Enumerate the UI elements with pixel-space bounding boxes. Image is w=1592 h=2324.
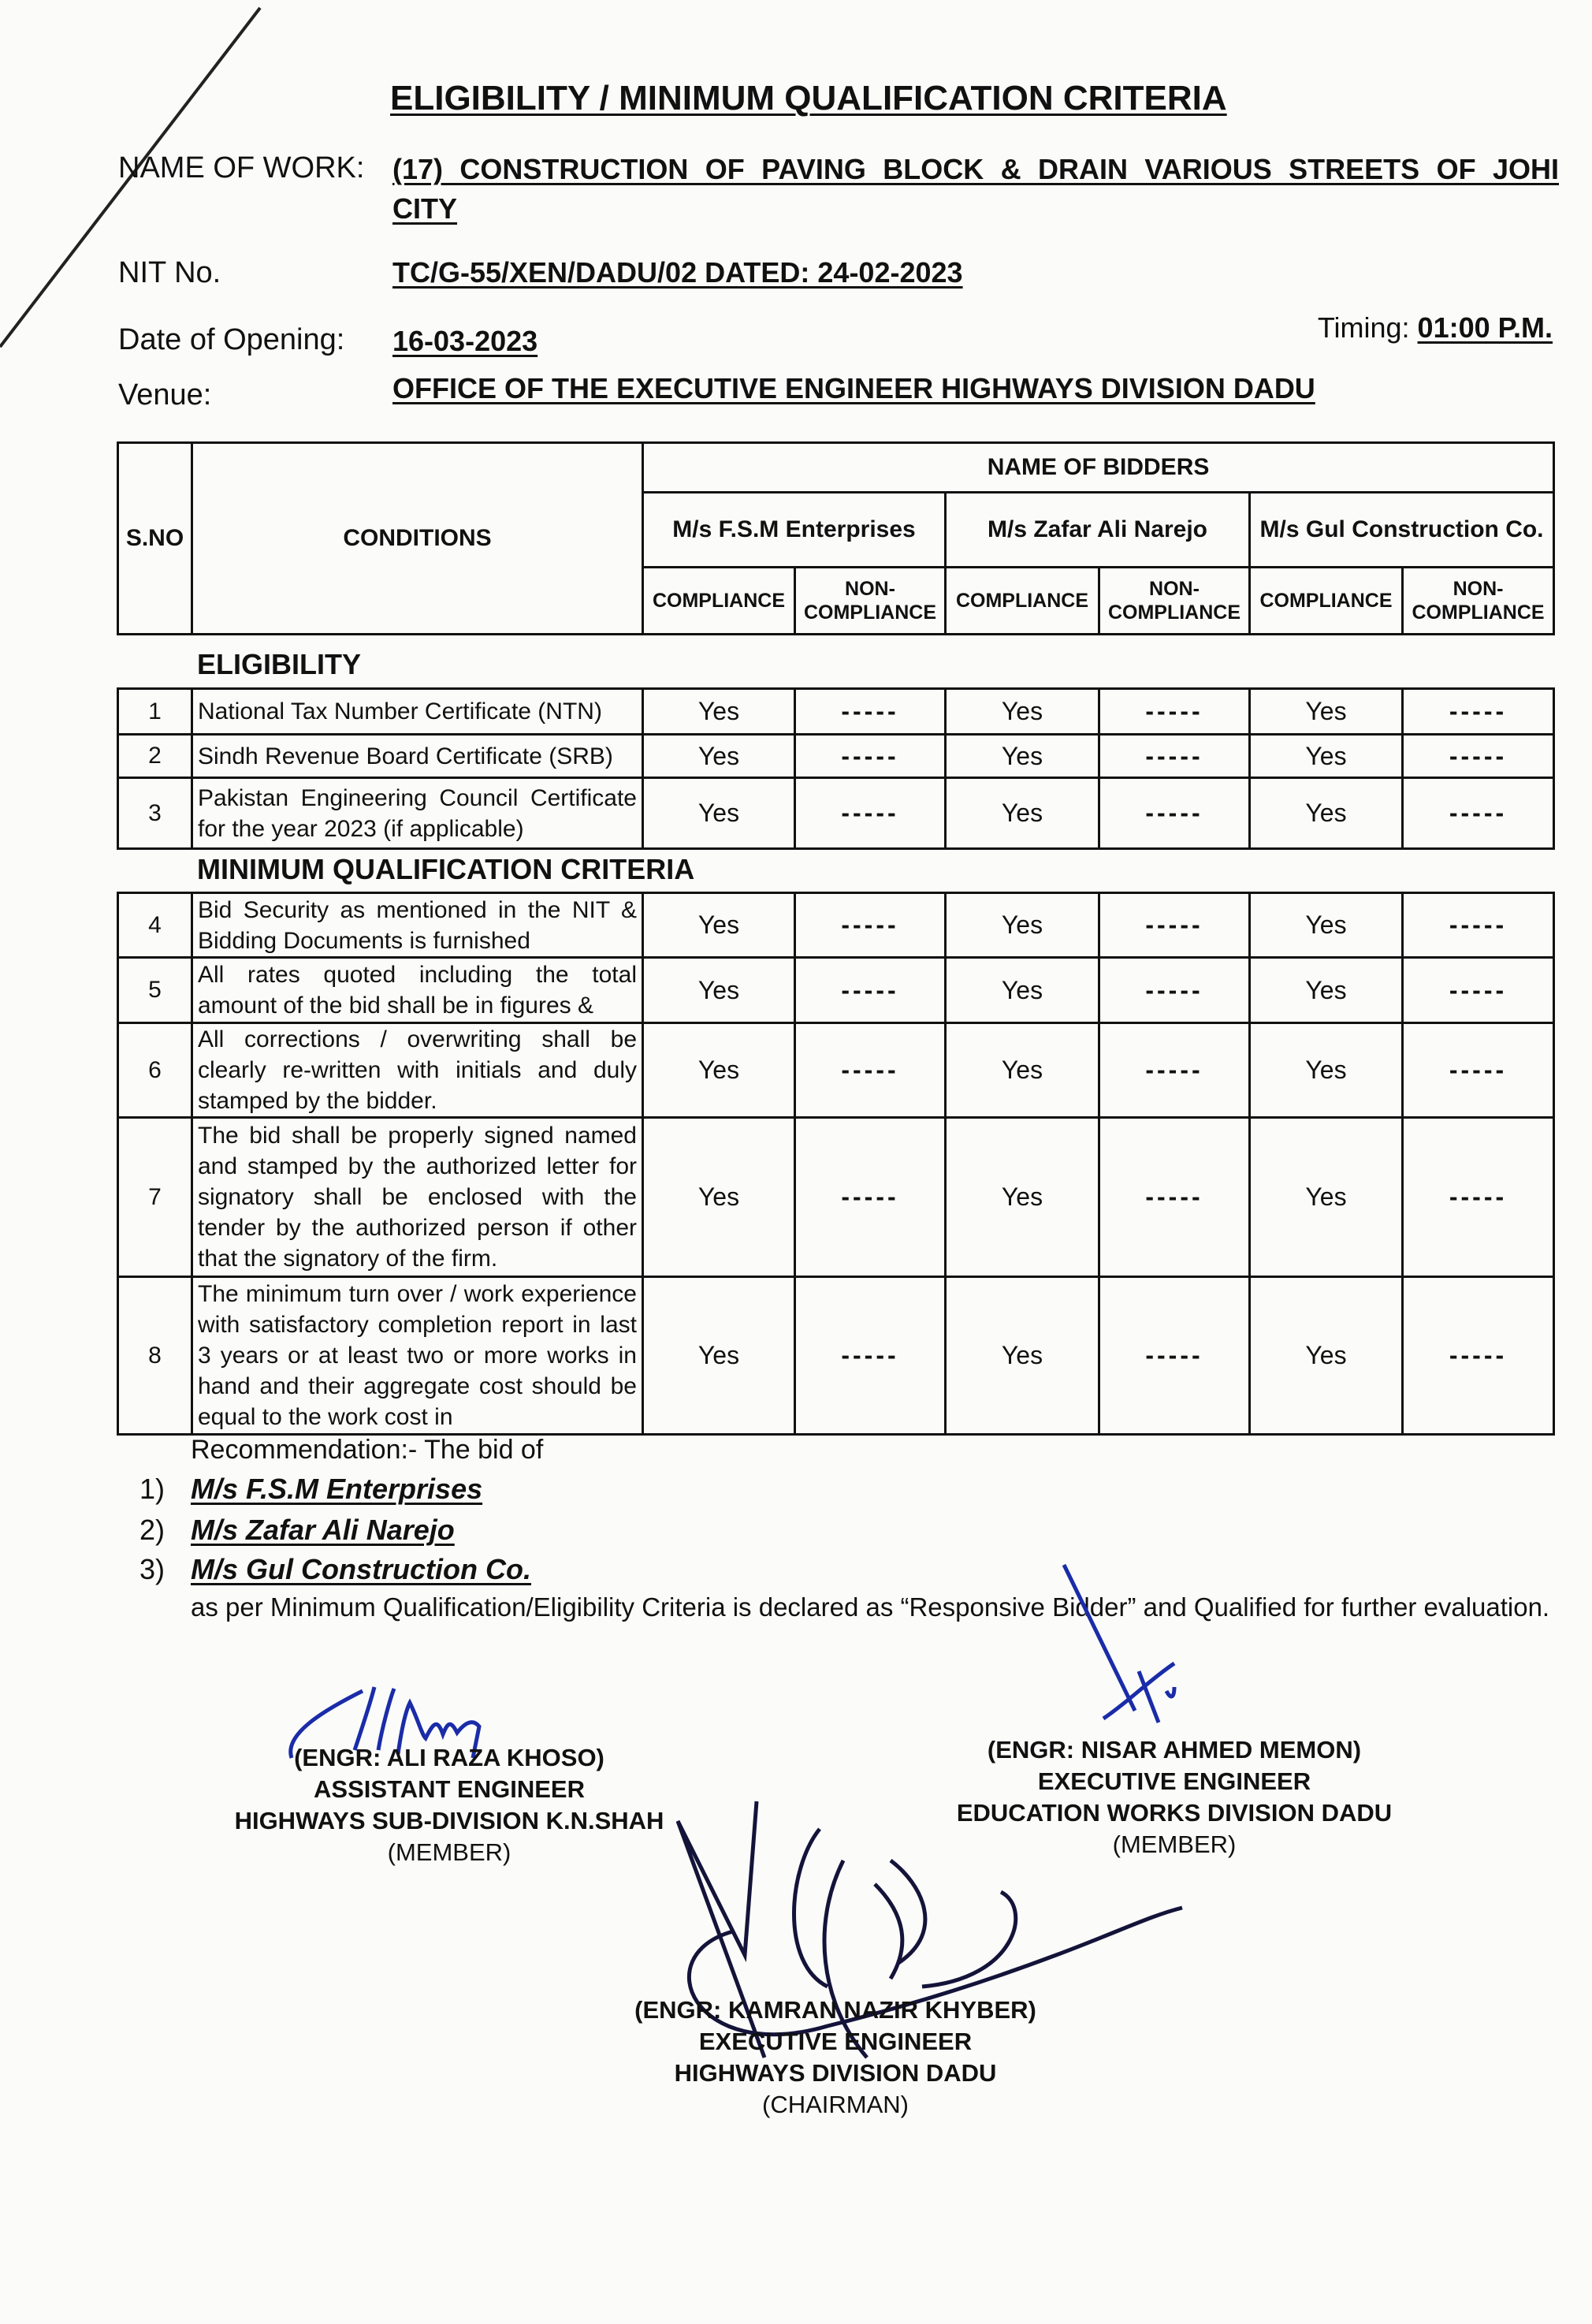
signatory-name: (ENGR: KAMRAN NAZIR KHYBER) <box>634 1996 1036 2024</box>
compliance-cell: Yes <box>643 735 795 778</box>
eligibility-table <box>117 687 1555 850</box>
non-compliance-cell: ----- <box>1099 958 1250 1023</box>
non-compliance-cell: ----- <box>1403 958 1554 1023</box>
compliance-cell: Yes <box>946 958 1099 1023</box>
signatory-office: HIGHWAYS DIVISION DADU <box>674 2059 997 2087</box>
row-sno: 2 <box>118 735 192 778</box>
recommendation-statement: as per Minimum Qualification/Eligibility Criteria is declared as “Responsive Bidder” and Qualified for further evaluation. <box>191 1592 1550 1622</box>
header-non-compliance: NON- COMPLIANCE <box>795 568 946 635</box>
document-title: ELIGIBILITY / MINIMUM QUALIFICATION CRITERIA <box>390 79 1227 117</box>
non-compliance-cell: ----- <box>1099 735 1250 778</box>
signatory-office: EDUCATION WORKS DIVISION DADU <box>956 1799 1393 1827</box>
table-row <box>118 735 1554 778</box>
compliance-cell: Yes <box>643 1277 795 1435</box>
signatory-block <box>599 1994 1072 2121</box>
signatory-designation: EXECUTIVE ENGINEER <box>698 2028 973 2055</box>
compliance-cell: Yes <box>946 778 1099 849</box>
nit-value: TC/G-55/XEN/DADU/02 DATED: 24-02-2023 <box>392 256 963 289</box>
row-sno: 4 <box>118 893 192 958</box>
row-sno: 3 <box>118 778 192 849</box>
section-label-minimum-qualification: MINIMUM QUALIFICATION CRITERIA <box>197 853 695 885</box>
minimum-qualification-table <box>117 892 1555 1436</box>
header-non-compliance: NON- COMPLIANCE <box>1403 568 1554 635</box>
non-compliance-cell: ----- <box>1403 1277 1554 1435</box>
compliance-cell: Yes <box>1250 958 1403 1023</box>
non-compliance-cell: ----- <box>795 1277 946 1435</box>
compliance-cell: Yes <box>1250 689 1403 735</box>
non-compliance-cell: ----- <box>1099 1118 1250 1277</box>
row-sno: 7 <box>118 1118 192 1277</box>
row-sno: 6 <box>118 1023 192 1118</box>
timing-value: 01:00 P.M. <box>1417 311 1553 344</box>
header-bidder: M/s F.S.M Enterprises <box>643 493 946 568</box>
row-sno: 1 <box>118 689 192 735</box>
header-sno: S.NO <box>118 443 192 635</box>
header-conditions: CONDITIONS <box>192 443 643 635</box>
row-sno: 8 <box>118 1277 192 1435</box>
non-compliance-cell: ----- <box>1403 689 1554 735</box>
header-bidder: M/s Gul Construction Co. <box>1250 493 1554 568</box>
compliance-cell: Yes <box>643 778 795 849</box>
name-of-work-value: (17) CONSTRUCTION OF PAVING BLOCK & DRAIN VARIOUS STREETS OF JOHI CITY <box>392 153 1559 225</box>
non-compliance-cell: ----- <box>1403 778 1554 849</box>
non-compliance-cell: ----- <box>1403 735 1554 778</box>
nit-label: NIT No. <box>118 256 221 289</box>
non-compliance-cell: ----- <box>1099 1277 1250 1435</box>
header-compliance: COMPLIANCE <box>643 568 795 635</box>
header-name-of-bidders: NAME OF BIDDERS <box>643 443 1554 493</box>
compliance-cell: Yes <box>643 689 795 735</box>
row-condition: The bid shall be properly signed named and stamped by the authorized letter for signatory shall be enclosed with the tender by the authorized person if other that the signatory of the firm. <box>192 1118 643 1277</box>
criteria-table-header <box>117 441 1555 635</box>
date-of-opening-label: Date of Opening: <box>118 323 345 356</box>
compliance-cell: Yes <box>946 1118 1099 1277</box>
row-condition: National Tax Number Certificate (NTN) <box>192 689 643 735</box>
compliance-cell: Yes <box>1250 1118 1403 1277</box>
recommendation-item: 2) M/s Zafar Ali Narejo <box>139 1514 455 1546</box>
table-row <box>118 1118 1554 1277</box>
date-of-opening-value: 16-03-2023 <box>392 325 538 357</box>
compliance-cell: Yes <box>1250 1023 1403 1118</box>
compliance-cell: Yes <box>1250 735 1403 778</box>
compliance-cell: Yes <box>1250 778 1403 849</box>
non-compliance-cell: ----- <box>1099 1023 1250 1118</box>
table-row <box>118 689 1554 735</box>
venue-label: Venue: <box>118 378 212 412</box>
compliance-cell: Yes <box>643 958 795 1023</box>
recommendation-intro: Recommendation:- The bid of <box>191 1435 544 1465</box>
header-compliance: COMPLIANCE <box>1250 568 1403 635</box>
compliance-cell: Yes <box>946 1277 1099 1435</box>
non-compliance-cell: ----- <box>1403 893 1554 958</box>
non-compliance-cell: ----- <box>795 689 946 735</box>
table-row <box>118 893 1554 958</box>
non-compliance-cell: ----- <box>1403 1118 1554 1277</box>
signatory-role: (CHAIRMAN) <box>762 2091 909 2118</box>
non-compliance-cell: ----- <box>795 1023 946 1118</box>
non-compliance-cell: ----- <box>795 1118 946 1277</box>
signatory-block <box>922 1734 1426 1860</box>
non-compliance-cell: ----- <box>795 778 946 849</box>
compliance-cell: Yes <box>643 1023 795 1118</box>
compliance-cell: Yes <box>946 893 1099 958</box>
compliance-cell: Yes <box>1250 893 1403 958</box>
table-row <box>118 778 1554 849</box>
compliance-cell: Yes <box>946 689 1099 735</box>
header-non-compliance: NON- COMPLIANCE <box>1099 568 1250 635</box>
non-compliance-cell: ----- <box>795 958 946 1023</box>
recommendation-item: 1) M/s F.S.M Enterprises <box>139 1473 483 1505</box>
row-condition: Bid Security as mentioned in the NIT & Bidding Documents is furnished <box>192 893 643 958</box>
non-compliance-cell: ----- <box>1099 893 1250 958</box>
signatory-office: HIGHWAYS SUB-DIVISION K.N.SHAH <box>234 1807 664 1834</box>
recommendation-item: 3) M/s Gul Construction Co. <box>139 1553 531 1585</box>
compliance-cell: Yes <box>946 735 1099 778</box>
signatory-role: (MEMBER) <box>387 1838 511 1866</box>
row-condition: Pakistan Engineering Council Certificate for the year 2023 (if applicable) <box>192 778 643 849</box>
compliance-cell: Yes <box>1250 1277 1403 1435</box>
non-compliance-cell: ----- <box>1099 778 1250 849</box>
name-of-work-label: NAME OF WORK: <box>118 151 365 184</box>
section-label-eligibility: ELIGIBILITY <box>197 648 362 680</box>
table-row <box>118 958 1554 1023</box>
signatory-designation: EXECUTIVE ENGINEER <box>1037 1767 1311 1795</box>
row-sno: 5 <box>118 958 192 1023</box>
non-compliance-cell: ----- <box>1099 689 1250 735</box>
table-row <box>118 1023 1554 1118</box>
signatory-name: (ENGR: NISAR AHMED MEMON) <box>987 1736 1362 1763</box>
row-condition: The minimum turn over / work experience with satisfactory completion report in last 3 years or at least two or more works in hand and their aggregate cost should be equal to the work cost in <box>192 1277 643 1435</box>
timing <box>1318 311 1553 345</box>
compliance-cell: Yes <box>643 1118 795 1277</box>
row-condition: All corrections / overwriting shall be clearly re-written with initials and duly stamped by the bidder. <box>192 1023 643 1118</box>
non-compliance-cell: ----- <box>795 893 946 958</box>
non-compliance-cell: ----- <box>1403 1023 1554 1118</box>
venue-value: OFFICE OF THE EXECUTIVE ENGINEER HIGHWAYS DIVISION DADU <box>392 372 1315 404</box>
non-compliance-cell: ----- <box>795 735 946 778</box>
signatory-block <box>229 1742 670 1868</box>
table-row <box>118 1277 1554 1435</box>
compliance-cell: Yes <box>643 893 795 958</box>
timing-label: Timing: <box>1317 311 1410 344</box>
row-condition: Sindh Revenue Board Certificate (SRB) <box>192 735 643 778</box>
header-compliance: COMPLIANCE <box>946 568 1099 635</box>
signature-nisar-ahmed-memon <box>1048 1561 1253 1734</box>
compliance-cell: Yes <box>946 1023 1099 1118</box>
header-bidder: M/s Zafar Ali Narejo <box>946 493 1250 568</box>
signatory-role: (MEMBER) <box>1112 1831 1237 1858</box>
row-condition: All rates quoted including the total amount of the bid shall be in figures & <box>192 958 643 1023</box>
signatory-name: (ENGR: ALI RAZA KHOSO) <box>294 1744 604 1771</box>
signatory-designation: ASSISTANT ENGINEER <box>314 1775 585 1803</box>
